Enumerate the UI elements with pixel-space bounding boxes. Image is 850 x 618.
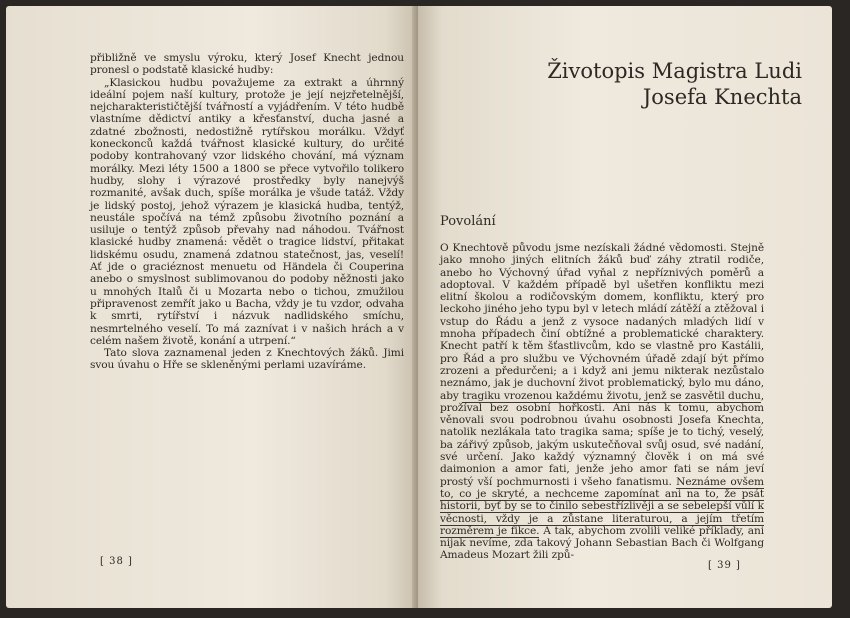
chapter-title-line-1: Životopis Magistra Ludi	[547, 59, 802, 84]
underlined-passage: tragiku vrozenou každému životu, jenž se zasvětil duchu	[462, 389, 761, 402]
text-segment: , prožíval bez osobní hořkosti. Ani nás k tomu, abychom věnovali svou podrobnou úvahu osobnosti Josefa Knechta, natolik nezlákala tato tragika sama; spíše je to tichý, veselý, ba zářivý způsob, jakým uskutečňoval svůj osud, své nadání, své určení. Jako každý významný člověk i on má své daimonion a amor fati, jenže jeho amor fati se nám jeví prostý vší pochmurnosti i všeho fanatismu.	[440, 389, 764, 488]
right-page	[418, 6, 832, 608]
page-number-left: [ 38 ]	[100, 556, 133, 567]
left-page-text	[90, 52, 404, 372]
paragraph: přibližně ve smyslu výroku, který Josef Knecht jednou pronesl o podstatě klasické hudby:	[90, 52, 404, 77]
right-page-text	[440, 242, 764, 562]
paragraph: „Klasickou hudbu považujeme za extrakt a úhrnný ideální pojem naší kultury, protože je její nejzřetelnější, nejcharakterističtější tvářností a vyjádřením. V této hudbě vlastníme dědictví antiky a křesťanství, ducha jasné a zdatné zbožnosti, nedostižně rytířskou morálku. Vždyť koneckonců každá tvářnost klasické kultury, do určité podoby kontrahovaný vzor lidského chování, má význam morálky. Mezi léty 1500 a 1800 se přece vytvořilo tolikero hudby, slohy i výrazové prostředky byly nanejvýš rozmanité, avšak duch, spíše morálka je všude tatáž. Vždy je lidský postoj, jehož výrazem je klasická hudba, tentýž, neustále spočívá na témž způsobu životního poznání a usiluje o tentýž způsob převahy nad náhodou. Tvářnost klasické hudby znamená: vědět o tragice lidství, přitakat lidskému osudu, znamená zdatnou statečnost, jas, veselí! Ať jde o graciéznost menuetu od Händela či Couperina anebo o smyslnost sublimovanou do podoby něžnosti jako u mnohých Italů či u Mozarta nebo o tichou, zmužilou připravenost zemřít jako u Bacha, vždy je tu vzdor, odvaha k smrti, rytířství i názvuk nadlidského smíchu, nesmrtelného veselí. To má zaznívat i v našich hrách a v celém našem životě, konání a utrpení.“	[90, 76, 404, 347]
underlined-passage: Neznáme ovšem to, co je skryté, a nechceme zapomínat ani na to, že psát historii, byť by se to činilo sebestřízlivěji a se sebelepší vůlí k věcnosti, vždy je a zůstane literaturou, a jejím třetím rozměrem je fikce.	[440, 475, 764, 537]
paragraph: Tato slova zaznamenal jeden z Knechtových žáků. Jimi svou úvahu o Hře se skleněnými perlami uzavíráme.	[90, 347, 404, 372]
chapter-title-line-2: Josefa Knechta	[642, 85, 802, 110]
left-page	[6, 6, 418, 608]
text-segment: A tak, abychom zvolili veliké příklady, ani nijak nevíme, zda takový Johann Sebastian Bach či Wolfgang Amadeus Mozart žili způ-	[440, 524, 764, 562]
section-heading: Povolání	[440, 214, 496, 229]
paragraph	[440, 242, 764, 562]
page-number-right: [ 39 ]	[708, 560, 741, 571]
text-segment: O Knechtově původu jsme nezískali žádné vědomosti. Stejně jako mnoho jiných elitních žáků buď záhy ztratil rodiče, anebo ho Výchovný úřad vyňal z nepříznivých poměrů a adoptoval. V každém případě byl ušetřen konfliktu mezi elitní školou a rodičovským domem, konfliktu, který pro leckoho jiného jeho typu byl v letech mládí zátěží a ztěžoval i vstup do Řádu a jenž z vysoce nadaných mladých lidí v mnoha případech činí obtížné a problematické charaktery. Knecht patří k těm šťastlivcům, kdo se vlastně pro Kastálii, pro Řád a pro službu ve Výchovném úřadě zdají být přímo zrozeni a předurčeni; a i když ani jemu nikterak nezůstalo neznámo, jak je duchovní život problematický, bylo mu dáno, aby	[440, 242, 764, 402]
chapter-title	[502, 58, 802, 110]
